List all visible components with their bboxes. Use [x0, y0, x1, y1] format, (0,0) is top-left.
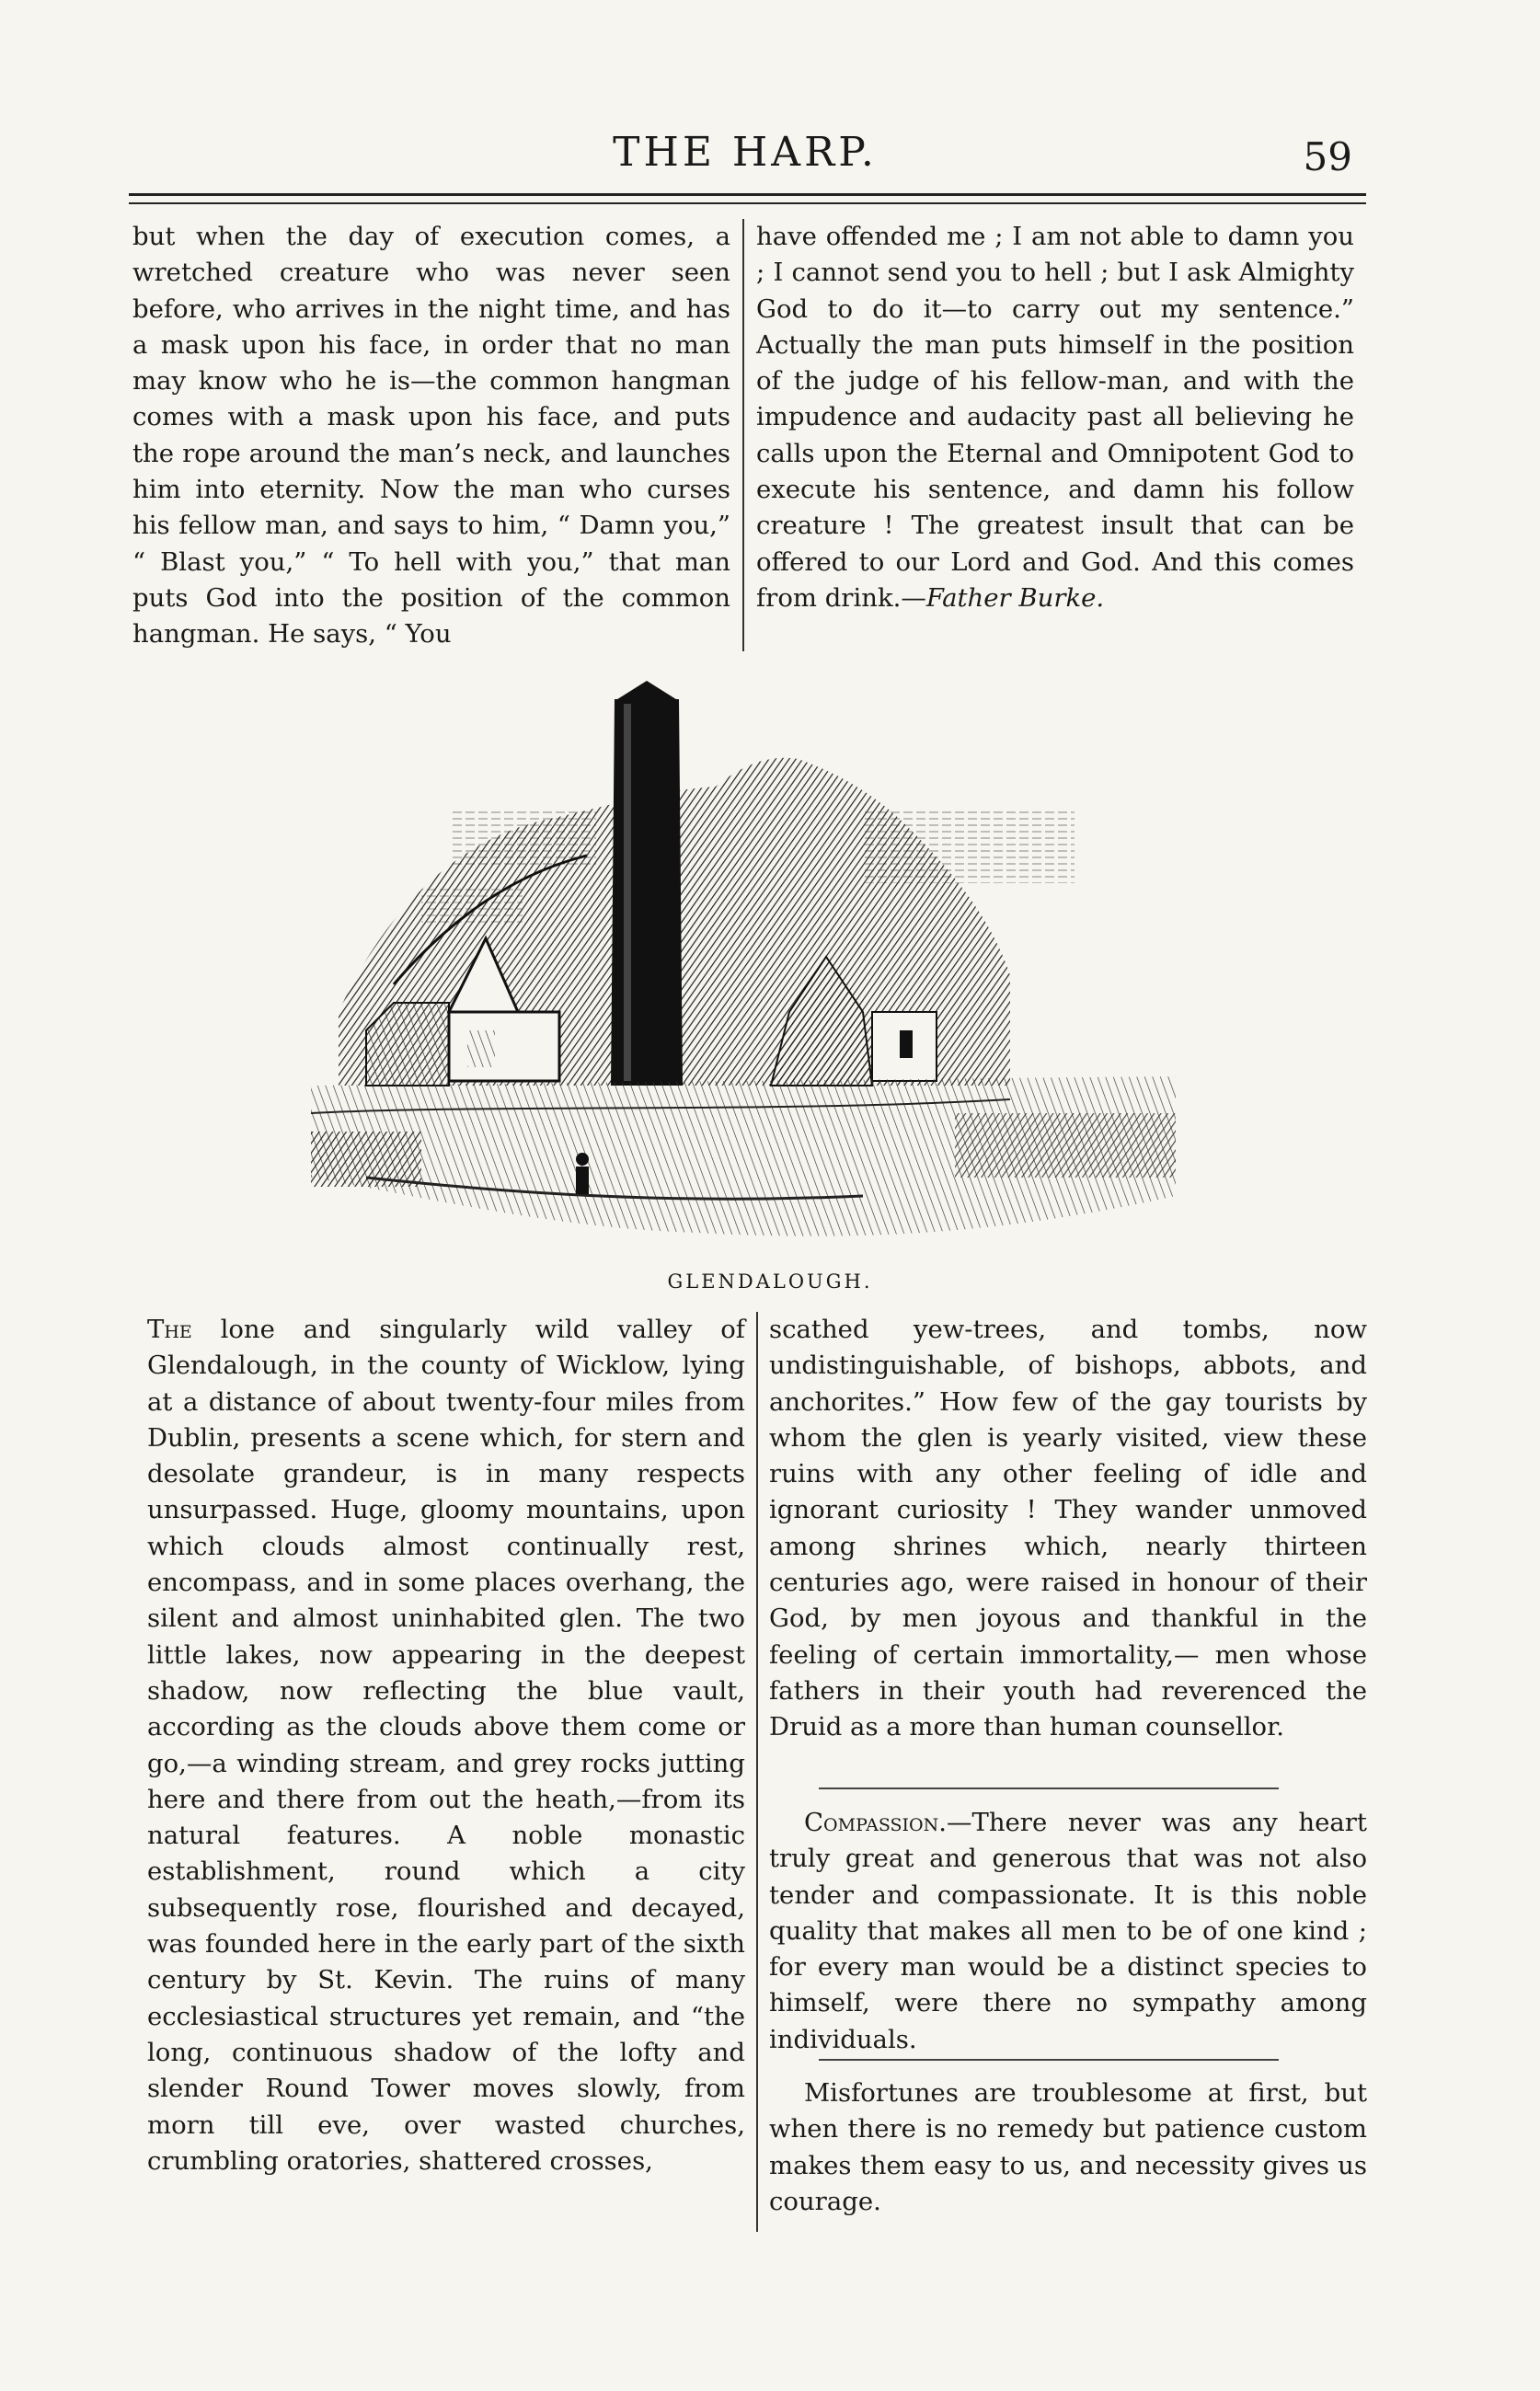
illustration-caption: GLENDALOUGH.: [667, 1270, 873, 1293]
page-number: 59: [1303, 134, 1352, 179]
glendalough-illustration: [311, 681, 1176, 1260]
article2-left-text: lone and singularly wild valley of Glendalough, in the county of Wicklow, lying at a distance of about twenty-four miles from Dublin, presents a scene which, for stern and desolate grandeur, is in many respects unsurpassed. Huge, gloomy mountains, upon which clouds almost continually rest, encompass, and in some places overhang, the silent and almost uninhabited glen. The two little lakes, now appearing in the deepest shadow, now reflecting the blue vault, according as the clouds above them come or go,—a winding stream, and grey rocks jutting here and there from out the heath,—from its natural features. A noble monastic establishment, round which a city subsequently rose, flourished and decayed, was founded here in the early part of the sixth century by St. Kevin. The ruins of many ecclesiastical structures yet remain, and “the long, continuous shadow of the lofty and slender Round Tower moves slowly, from morn till eve, over wasted churches, crumbling oratories, shattered crosses,: [147, 1315, 745, 2176]
article2-first-word: The: [147, 1315, 192, 1344]
article1-attribution: Father Burke.: [925, 582, 1105, 613]
article2-right-column: [769, 1312, 1367, 1746]
article1-right-text: have offended me ; I am not able to damn you ; I cannot send you to hell ; but I ask Almighty God to do it—to carry out my sentence.” Actually the man puts himself in the position of the judge of his fellow-man, and with the impudence and audacity past all believing he calls upon the Eternal and Omnipotent God to execute his sentence, and damn his follow creature ! The greatest insult that can be offered to our Lord and God. And this comes from drink.—: [756, 222, 1354, 613]
column-divider-top: [742, 219, 744, 651]
article2-right-text: scathed yew-trees, and tombs, now undistinguishable, of bishops, abbots, and anchorites.” How few of the gay tourists by whom the glen is yearly visited, view these ruins with any other feeling of idle and ignorant curiosity ! They wander unmoved among shrines which, nearly thirteen centuries ago, were raised in honour of their God, by men joyous and thankful in the feeling of certain immortality,— men whose fathers in their youth had reverenced the Druid as a more than human counsellor.: [769, 1315, 1367, 1742]
article1-right-paragraph: [756, 219, 1354, 616]
compassion-paragraph: [769, 1805, 1367, 2058]
compassion-column: [769, 1805, 1367, 2058]
article1-left-text: but when the day of execution comes, a wretched creature who was never seen before, who arrives in the night time, and has a mask upon his face, in order that no man may know who he is—the common hangman comes with a mask upon his face, and puts the rope around the man’s neck, and launches him into eternity. Now the man who curses his fellow man, and says to him, “ Damn you,” “ Blast you,” “ To hell with you,” that man puts God into the position of the common hangman. He says, “ You: [132, 222, 730, 649]
misfortunes-column: [769, 2075, 1367, 2220]
compassion-text: —There never was any heart truly great and generous that was not also tender and compassionate. It is this noble quality that makes all men to be of one kind ; for every man would be a distinct species to himself, were there no sympathy among individuals.: [769, 1808, 1367, 2054]
article2-left-column: [147, 1312, 745, 2179]
misfortunes-text: Misfortunes are troublesome at first, but when there is no remedy but patience custom makes them easy to us, and necessity gives us courage.: [769, 2078, 1367, 2216]
header-rule-thin: [129, 202, 1366, 204]
article1-left-column: [132, 219, 730, 653]
article2-left-paragraph: [147, 1312, 745, 2179]
column-divider-bottom: [756, 1312, 758, 2232]
figure-person: [576, 1153, 589, 1194]
page-header: [129, 129, 1371, 184]
ground: [311, 1076, 1176, 1236]
section-rule-2: [819, 2059, 1279, 2061]
compassion-lead: Compassion.: [804, 1808, 947, 1837]
round-tower: [611, 681, 683, 1086]
section-rule-1: [819, 1788, 1279, 1789]
header-rule-thick: [129, 193, 1366, 196]
running-title: THE HARP.: [613, 129, 878, 176]
article1-right-column: [756, 219, 1354, 616]
